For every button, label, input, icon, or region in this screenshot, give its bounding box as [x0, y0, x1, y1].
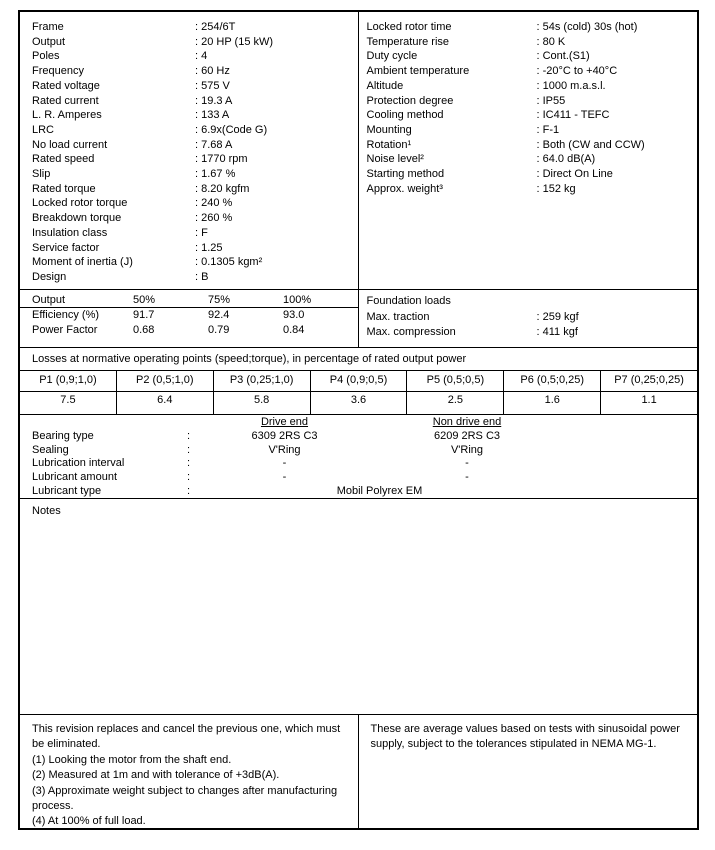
- losses-value: 1.1: [641, 394, 657, 406]
- spec-row: [359, 108, 698, 123]
- performance-cell: 0.79: [208, 324, 230, 337]
- spec-row: [359, 138, 698, 153]
- spec-row: [359, 35, 698, 50]
- spec-label: LRC: [32, 123, 55, 136]
- spec-row: [20, 20, 358, 35]
- spec-label: Frequency: [32, 65, 84, 78]
- performance-cell: 0.84: [283, 324, 305, 337]
- bearing-value-non-drive-end: V'Ring: [450, 443, 484, 456]
- spec-value: : 1000 m.a.s.l.: [536, 79, 606, 92]
- motor-datasheet: [18, 10, 699, 830]
- bearing-separator: :: [187, 471, 191, 484]
- spec-label: Rated speed: [32, 153, 95, 166]
- losses-header: P6 (0,5;0,25): [504, 371, 601, 391]
- footer-note-line: (2) Measured at 1m and with tolerance of +3dB(A).: [32, 769, 280, 782]
- losses-header: P2 (0,5;1,0): [117, 371, 214, 391]
- spec-row: [20, 152, 358, 167]
- spec-label: Duty cycle: [366, 50, 418, 63]
- bearing-value-non-drive-end: -: [465, 457, 469, 470]
- losses-value: 2.5: [407, 392, 504, 414]
- performance-header: 50%: [133, 294, 156, 306]
- spec-value: : 80 K: [536, 35, 566, 48]
- losses-header: P3 (0,25;1,0): [214, 371, 311, 391]
- spec-label: Insulation class: [32, 226, 108, 239]
- footer-note-line: (1) Looking the motor from the shaft end.: [32, 753, 232, 766]
- spec-row: [20, 167, 358, 182]
- bearing-separator: :: [187, 457, 191, 470]
- spec-label: Noise level²: [366, 153, 424, 166]
- spec-label: Design: [32, 270, 67, 283]
- spec-column-left: [20, 12, 359, 289]
- performance-row-label: Power Factor: [32, 324, 98, 337]
- bearing-row: [20, 457, 697, 471]
- footer-note-text: These are average values based on tests with sinusoidal power supply, subject to the tolerances stipulated in NEMA MG-1.: [370, 723, 680, 751]
- foundation-label: Max. compression: [366, 326, 456, 339]
- losses-section: [20, 348, 697, 415]
- spec-value: : -20°C to +40°C: [536, 65, 618, 78]
- spec-row: [359, 182, 698, 197]
- spec-row: [20, 94, 358, 109]
- spec-row: [359, 79, 698, 94]
- spec-row: [359, 20, 698, 35]
- losses-value: 6.4: [117, 392, 214, 414]
- bearing-value-non-drive-end: 6209 2RS C3: [433, 429, 501, 442]
- spec-row: [20, 241, 358, 256]
- spec-label: Rated voltage: [32, 79, 100, 92]
- foundation-label: Max. traction: [366, 310, 430, 323]
- notes-section: [20, 499, 697, 715]
- bearing-value-drive-end: -: [282, 457, 287, 470]
- footer-note-line: This revision replaces and cancel the previous one, which must be eliminated.: [32, 723, 341, 751]
- performance-section: [20, 290, 697, 348]
- spec-label: Rated current: [32, 94, 99, 107]
- spec-value: : 8.20 kgfm: [195, 182, 250, 195]
- spec-label: Rotation¹: [366, 138, 412, 151]
- spec-value: : 0.1305 kgm²: [195, 256, 263, 269]
- spec-value: : 6.9x(Code G): [195, 123, 268, 136]
- spec-label: Approx. weight³: [366, 182, 443, 195]
- spec-label: Locked rotor time: [366, 21, 452, 33]
- bearing-label: Sealing: [32, 443, 69, 456]
- bearing-label: Bearing type: [32, 429, 94, 442]
- bearing-separator: :: [187, 429, 191, 442]
- spec-value: : 4: [195, 50, 208, 63]
- bearings-header-spacer: [187, 416, 197, 430]
- losses-header-row: [20, 371, 697, 392]
- footer-tolerance-note: [359, 715, 698, 828]
- performance-cell: 93.0: [283, 309, 305, 321]
- spec-value: : 1.25: [195, 241, 223, 254]
- spec-value: : 240 %: [195, 197, 233, 210]
- foundation-value: : 259 kgf: [536, 310, 579, 323]
- performance-header: 100%: [283, 294, 312, 306]
- spec-value: : 20 HP (15 kW): [195, 35, 274, 48]
- spec-value: : 60 Hz: [195, 65, 230, 78]
- performance-row-label: Efficiency (%): [32, 309, 100, 321]
- footer-section: [20, 715, 697, 828]
- spec-value: : 254/6T: [195, 21, 236, 33]
- foundation-row: [367, 310, 698, 326]
- spec-label: Service factor: [32, 241, 100, 254]
- footer-revision-notes: [20, 715, 359, 828]
- bearing-label: Lubrication interval: [32, 457, 125, 470]
- spec-row: [20, 255, 358, 270]
- spec-row: [359, 49, 698, 64]
- bearings-column-header-non-drive-end: Non drive end: [432, 416, 502, 428]
- spec-value: : IC411 - TEFC: [536, 109, 610, 122]
- bearings-column-header-drive-end: Drive end: [260, 416, 309, 428]
- performance-cell: 91.7: [133, 309, 155, 321]
- bearing-label: Lubricant type: [32, 484, 102, 497]
- spec-label: Breakdown torque: [32, 212, 122, 225]
- spec-row: [20, 196, 358, 211]
- bearing-row: [20, 430, 697, 444]
- spec-label: No load current: [32, 138, 108, 151]
- spec-value: : F-1: [536, 123, 560, 136]
- spec-column-right: [359, 12, 698, 289]
- spec-section: [20, 12, 697, 290]
- performance-table: [20, 290, 359, 347]
- spec-label: Altitude: [366, 79, 404, 92]
- foundation-value: : 411 kgf: [536, 326, 578, 339]
- bearing-lubricant-type-value: Mobil Polyrex EM: [336, 484, 423, 497]
- losses-title: Losses at normative operating points (speed;torque), in percentage of rated output power: [20, 348, 697, 371]
- losses-value-row: [20, 392, 697, 414]
- spec-row: [20, 108, 358, 123]
- spec-row: [20, 123, 358, 138]
- foundation-loads: [359, 290, 698, 347]
- bearing-value-drive-end: 6309 2RS C3: [251, 429, 318, 442]
- spec-value: : 152 kg: [536, 182, 576, 195]
- spec-label: Cooling method: [366, 109, 444, 122]
- losses-header: P7 (0,25;0,25): [614, 374, 684, 386]
- spec-label: Frame: [32, 21, 64, 33]
- performance-header: Output: [32, 294, 66, 306]
- spec-row: [359, 123, 698, 138]
- spec-row: [20, 49, 358, 64]
- bearing-separator: :: [187, 484, 191, 497]
- spec-value: : 64.0 dB(A): [536, 153, 596, 166]
- spec-label: Locked rotor torque: [32, 197, 128, 210]
- bearings-header-row: [20, 416, 697, 430]
- spec-row: [20, 270, 358, 285]
- spec-label: Output: [32, 35, 66, 48]
- bearings-section: [20, 415, 697, 499]
- foundation-title: Foundation loads: [366, 295, 451, 307]
- spec-value: : IP55: [536, 94, 566, 107]
- performance-row: [20, 308, 358, 323]
- bearing-value-drive-end: V'Ring: [268, 443, 301, 456]
- performance-header: 75%: [208, 294, 231, 306]
- losses-value: 7.5: [20, 392, 117, 414]
- spec-row: [359, 167, 698, 182]
- spec-row: [20, 138, 358, 153]
- spec-label: Starting method: [366, 168, 445, 181]
- spec-label: L. R. Amperes: [32, 109, 102, 122]
- spec-value: : Cont.(S1): [536, 50, 590, 63]
- spec-row: [359, 152, 698, 167]
- spec-row: [359, 64, 698, 79]
- losses-value: 1.6: [504, 392, 601, 414]
- spec-row: [359, 94, 698, 109]
- spec-value: : F: [195, 226, 208, 239]
- losses-header: P4 (0,9;0,5): [311, 371, 408, 391]
- foundation-row: [367, 325, 698, 341]
- bearing-row: [20, 444, 697, 458]
- losses-header: P5 (0,5;0,5): [407, 371, 504, 391]
- spec-value: : Direct On Line: [536, 168, 613, 181]
- losses-value: 5.8: [214, 392, 311, 414]
- spec-row: [20, 35, 358, 50]
- spec-row: [20, 64, 358, 79]
- spec-value: : 1.67 %: [195, 168, 236, 181]
- spec-row: [20, 182, 358, 197]
- spec-label: Protection degree: [366, 94, 454, 107]
- spec-row: [20, 226, 358, 241]
- bearing-row: [20, 471, 697, 485]
- performance-cell: 0.68: [133, 324, 155, 337]
- spec-value: : 1770 rpm: [195, 153, 248, 166]
- losses-header: P1 (0,9;1,0): [20, 371, 117, 391]
- footer-note-line: (4) At 100% of full load.: [32, 815, 146, 828]
- bearing-separator: :: [187, 443, 191, 456]
- bearing-value-non-drive-end: -: [465, 471, 469, 484]
- performance-row: [20, 323, 358, 338]
- bearing-label: Lubricant amount: [32, 471, 117, 484]
- notes-title: Notes: [32, 505, 61, 517]
- spec-value: : B: [195, 270, 209, 283]
- spec-value: : 133 A: [195, 109, 230, 122]
- spec-label: Temperature rise: [366, 35, 450, 48]
- spec-label: Ambient temperature: [366, 65, 470, 78]
- performance-cell: 92.4: [208, 309, 230, 321]
- spec-value: : 19.3 A: [195, 94, 233, 107]
- spec-value: : 54s (cold) 30s (hot): [536, 21, 638, 33]
- spec-row: [20, 79, 358, 94]
- spec-value: : 7.68 A: [195, 138, 233, 151]
- spec-label: Mounting: [366, 123, 412, 136]
- bearing-value-drive-end: -: [282, 471, 287, 484]
- spec-value: : 575 V: [195, 79, 230, 92]
- spec-label: Poles: [32, 50, 60, 63]
- spec-label: Rated torque: [32, 182, 96, 195]
- spec-label: Slip: [32, 168, 51, 181]
- losses-value: 3.6: [311, 392, 408, 414]
- spec-label: Moment of inertia (J): [32, 256, 133, 269]
- spec-value: : Both (CW and CCW): [536, 138, 645, 151]
- spec-row: [20, 211, 358, 226]
- footer-note-line: (3) Approximate weight subject to changes after manufacturing process.: [32, 784, 338, 813]
- bearing-row-lubricant-type: [20, 485, 697, 499]
- spec-value: : 260 %: [195, 212, 233, 225]
- performance-header-row: [20, 290, 358, 308]
- bearings-header-spacer: [32, 416, 187, 430]
